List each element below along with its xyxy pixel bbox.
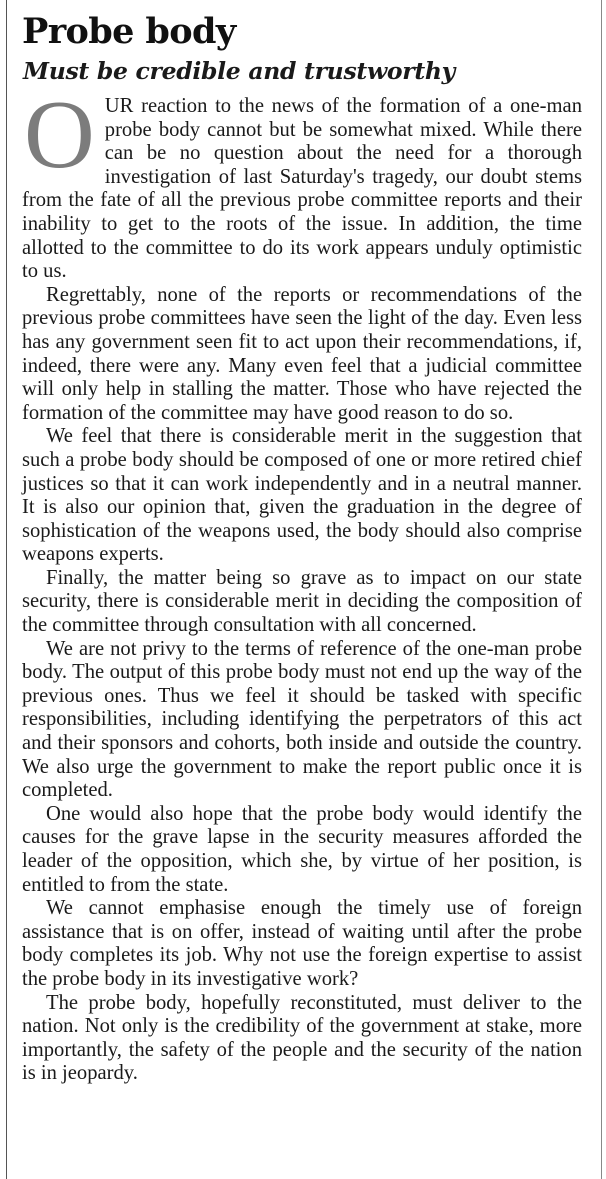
article-paragraph-5: We are not privy to the terms of reference of the one-man probe body. The output of this probe body must not end up the way of the previous ones. Thus we feel it should be tasked with specific responsibilities, including identifying the perpetrators of this act and their sponsors and cohorts, both inside and outside the country. We also urge the government to make the report public once it is completed. <box>22 637 582 802</box>
drop-cap: O <box>24 81 95 189</box>
paragraph-text: UR reaction to the news of the formation of a one-man probe body cannot but be somewhat mixed. While there can be no question about the need for a thorough investigation of last Saturday's tragedy, our doubt stems from the fate of all the previous probe committee reports and their inability to get to the roots of the issue. In addition, the time allotted to the committee to do its work appears unduly optimistic to us. <box>22 95 582 283</box>
article-paragraph-7: We cannot emphasise enough the timely use of foreign assistance that is on offer, instead of waiting until after the probe body completes its job. Why not use the foreign expertise to assist the probe body in its investigative work? <box>22 897 582 990</box>
headline: Probe body <box>22 11 236 52</box>
article-body <box>22 81 582 1086</box>
subheadline: Must be credible and trustworthy <box>23 57 456 85</box>
article-paragraph-6: One would also hope that the probe body would identify the causes for the grave lapse in the security measures afforded the leader of the opposition, which she, by virtue of her position, is entitled to from the state. <box>22 802 582 896</box>
article-paragraph-3: We feel that there is considerable merit in the suggestion that such a probe body should be composed of one or more retired chief justices so that it can work independently and in a neutral manner. It is also our opinion that, given the graduation in the degree of sophistication of the weapons used, the body should also comprise weapons experts. <box>22 425 582 566</box>
article-paragraph-2: Regrettably, none of the reports or recommendations of the previous probe committees have seen the light of the day. Even less has any government seen fit to act upon their recommendations, if, indeed, there were any. Many even feel that a judicial committee will only help in stalling the matter. Those who have rejected the formation of the committee may have good reason to do so. <box>22 283 582 424</box>
article-paragraph-1 <box>22 81 582 284</box>
right-column-rule <box>601 0 602 1179</box>
article-paragraph-4: Finally, the matter being so grave as to impact on our state security, there is considerable merit in deciding the composition of the committee through consultation with all concerned. <box>22 566 582 637</box>
article-paragraph-8: The probe body, hopefully reconstituted, must deliver to the nation. Not only is the credibility of the government at stake, more importantly, the safety of the people and the security of the nation is in jeopardy. <box>22 991 582 1085</box>
left-column-rule <box>6 0 7 1179</box>
